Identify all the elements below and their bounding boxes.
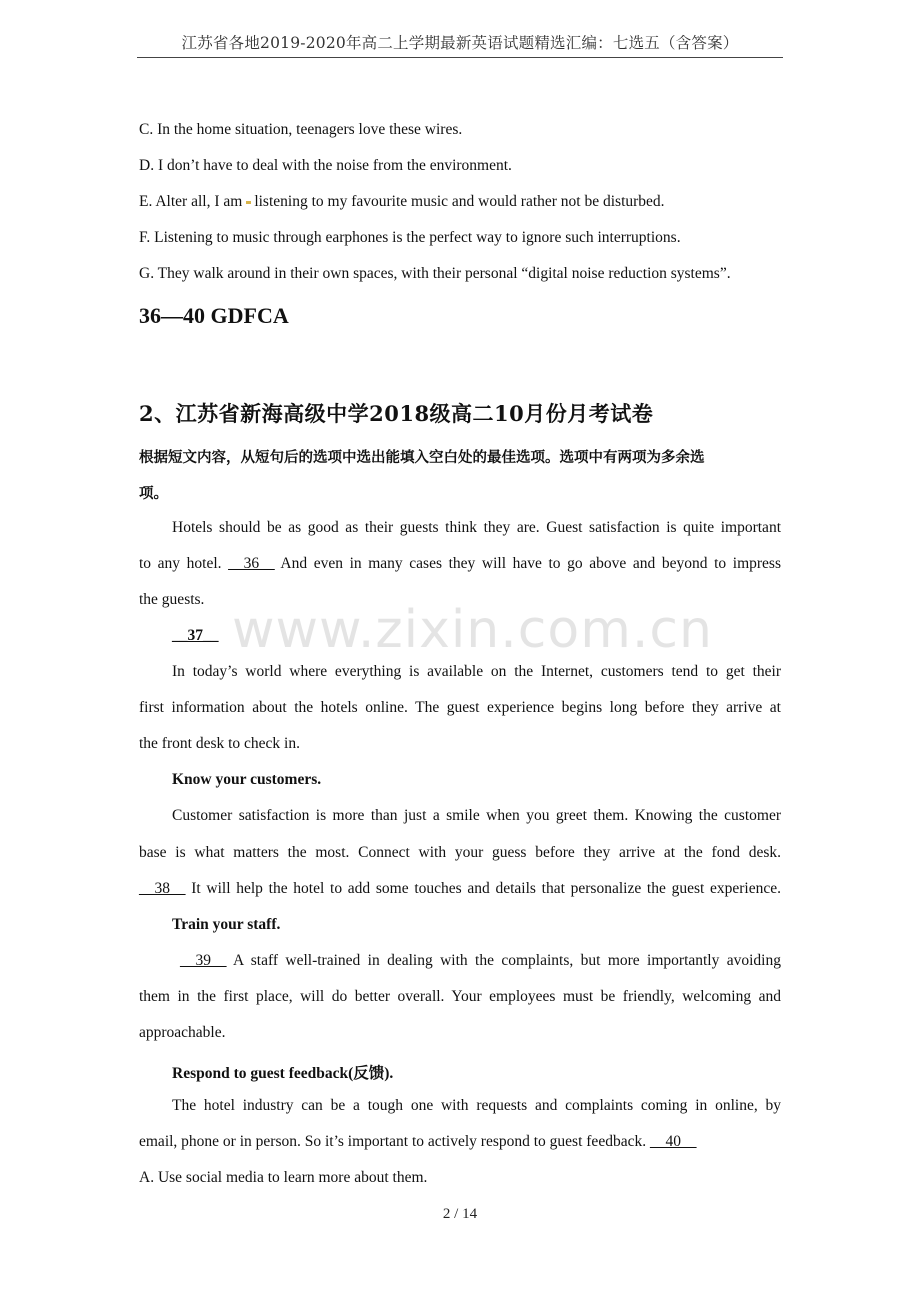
watermark: www.zixin.com.cn <box>232 600 713 660</box>
passage-p1-line1: Hotels should be as good as their guests think they are. Guest satisfaction is quite important <box>172 519 781 536</box>
passage-p3-line1: Customer satisfaction is more than just a smile when you greet them. Knowing the customer <box>172 807 781 824</box>
passage-p1-line2 <box>139 555 781 573</box>
passage-p1-line3: the guests. <box>139 591 205 608</box>
passage-p2-line3: the front desk to check in. <box>139 735 300 752</box>
instruction-line-1: 根据短文内容，从短句后的选项中选出能填入空白处的最佳选项。选项中有两项为多余选 <box>139 450 705 466</box>
passage-p1-text-a: to any hotel. <box>139 555 222 572</box>
option-d: D. I don’t have to deal with the noise from the environment. <box>139 157 512 174</box>
passage-p3-line2: base is what matters the most. Connect with your guess before they arrive at the fond desk. <box>139 844 781 861</box>
option-e-end: listening to my favourite music and would rather not be disturbed. <box>254 193 665 210</box>
blank-37-text: __37__ <box>172 627 219 644</box>
passage-p5-text: email, phone or in person. So it’s important to actively respond to guest feedback. <box>139 1133 647 1150</box>
blank-37 <box>172 627 219 645</box>
passage-p4-line1 <box>180 952 781 970</box>
edit-mark-icon <box>246 201 251 204</box>
option-f: F. Listening to music through earphones is the perfect way to ignore such interruptions. <box>139 229 681 246</box>
option-a: A. Use social media to learn more about them. <box>139 1169 428 1186</box>
heading-respond-feedback: Respond to guest feedback(反馈). <box>172 1065 394 1082</box>
passage-p2-line2: first information about the hotels online. The guest experience begins long before they arrive at <box>139 699 781 716</box>
page-number: 2 / 14 <box>442 1206 478 1222</box>
option-c: C. In the home situation, teenagers love these wires. <box>139 121 463 138</box>
passage-p4-line2: them in the first place, will do better overall. Your employees must be friendly, welcoming and <box>139 988 781 1005</box>
passage-p3-text: It will help the hotel to add some touches and details that personalize the guest experience. <box>191 880 781 897</box>
option-g: G. They walk around in their own spaces, with their personal “digital noise reduction systems”. <box>139 265 731 282</box>
heading-train-staff: Train your staff. <box>172 916 281 933</box>
passage-p4-line3: approachable. <box>139 1024 226 1041</box>
option-e-start: E. Alter all, I am <box>139 193 243 210</box>
passage-p1-text-b: And even in many cases they will have to go above and beyond to impress <box>280 555 781 572</box>
instruction-line-2: 项。 <box>139 486 168 502</box>
blank-40: __40__ <box>649 1133 697 1150</box>
page-header: 江苏省各地2019-2020年高二上学期最新英语试题精选汇编：七选五（含答案） <box>137 31 783 58</box>
answer-key: 36—40 GDFCA <box>139 303 289 328</box>
passage-p4-text: A staff well-trained in dealing with the complaints, but more importantly avoiding <box>233 952 781 969</box>
heading-know-customers: Know your customers. <box>172 771 322 788</box>
passage-p5-line1: The hotel industry can be a tough one with requests and complaints coming in online, by <box>172 1097 781 1114</box>
passage-p5-line2 <box>139 1133 696 1151</box>
blank-39: __39__ <box>180 952 227 969</box>
option-e <box>139 193 665 211</box>
section-title: 2、江苏省新海高级中学2018级高二10月份月考试卷 <box>139 401 654 426</box>
passage-p3-line3 <box>139 880 781 898</box>
blank-38: __38__ <box>139 880 186 897</box>
passage-p2-line1: In today’s world where everything is available on the Internet, customers tend to get their <box>172 663 781 680</box>
blank-36: __36__ <box>228 555 275 572</box>
